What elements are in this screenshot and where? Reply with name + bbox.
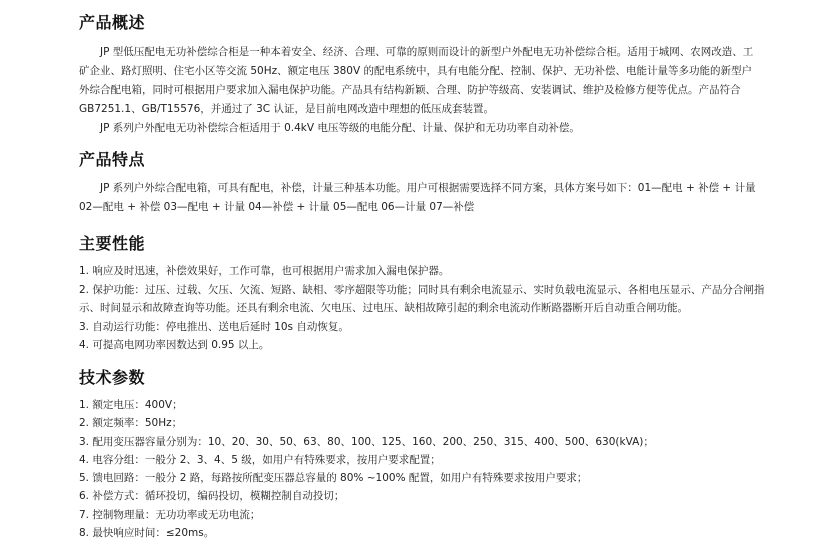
performance-item-1: 1. 响应及时迅速，补偿效果好，工作可靠，也可根据用户需求加入漏电保护器。 bbox=[79, 265, 450, 277]
specs-item-1: 1. 额定电压：400V； bbox=[79, 399, 183, 411]
specs-item-4: 4. 电容分组：一般分 2、3、4、5 级，如用户有特殊要求，按用户要求配置； bbox=[79, 453, 441, 466]
specs-list bbox=[79, 396, 769, 542]
performance-item-3: 3. 自动运行功能：停电推出、送电后延时 10s 自动恢复。 bbox=[79, 320, 349, 333]
specs-item-6: 6. 补偿方式：循环投切，编码投切，模糊控制自动投切； bbox=[79, 490, 345, 503]
performance-list bbox=[79, 262, 769, 355]
performance-item-4: 4. 可提高电网功率因数达到 0.95 以上。 bbox=[79, 339, 270, 352]
performance-item-2: 2. 保护功能：过压、过载、欠压、欠流、短路、缺相、零序超限等功能；同时具有剩余电流显示、实时负载电流显示、各相电压显示、产品分合闸指示、时间显示和故障查询等功能。还具有剩余电流、欠电压、过电压、缺相故障引起的剩余电流动作断路器断开后自动重合闸功能。 bbox=[79, 283, 765, 315]
specs-item-5: 5. 馈电回路：一般分 2 路，每路按所配变压器总容量的 80% ~100% 配置，如用户有特殊要求按用户要求； bbox=[79, 472, 588, 485]
specs-heading: 技术参数 bbox=[79, 368, 146, 387]
specs-item-2: 2. 额定频率：50Hz； bbox=[79, 417, 183, 430]
specs-item-7: 7. 控制物理量：无功功率或无功电流； bbox=[79, 508, 261, 521]
overview-paragraph-1: JP 型低压配电无功补偿综合柜是一种本着安全、经济、合理、可靠的原则而设计的新型户外配电无功补偿综合柜。适用于城网、农网改造、工矿企业、路灯照明、住宅小区等交流 50Hz、额定电压 380V 的配电系统中，具有电能分配、控制、保护、无功补偿、电能计量等多功能的新型户外综合配电箱，同时可根据用户要求加入漏电保护功能。产品具有结构新颖、合理、防护等级高、安装调试、维护及检修方便等优点。产品符合 GB7251.1、GB/T15576，并通过了 3C 认证，是目前电网改造中理想的低压成套装置。 bbox=[79, 46, 754, 115]
features-paragraph: JP 系列户外综合配电箱，可具有配电，补偿，计量三种基本功能。用户可根据需要选择不同方案，具体方案号如下：01—配电 + 补偿 + 计量 02—配电 + 补偿 03—配电 + 计量 04—补偿 + 计量 05—配电 06—计量 07—补偿 bbox=[79, 182, 756, 213]
overview-paragraph-2: JP 系列户外配电无功补偿综合柜适用于 0.4kV 电压等级的电能分配、计量、保护和无功功率自动补偿。 bbox=[100, 122, 580, 134]
specs-item-8: 8. 最快响应时间：≤20ms。 bbox=[79, 527, 215, 540]
performance-heading: 主要性能 bbox=[79, 234, 146, 253]
features-heading: 产品特点 bbox=[79, 150, 146, 169]
overview-heading: 产品概述 bbox=[79, 13, 146, 32]
specs-item-3: 3. 配用变压器容量分别为：10、20、30、50、63、80、100、125、160、200、250、315、400、500、630(kVA)； bbox=[79, 435, 654, 448]
